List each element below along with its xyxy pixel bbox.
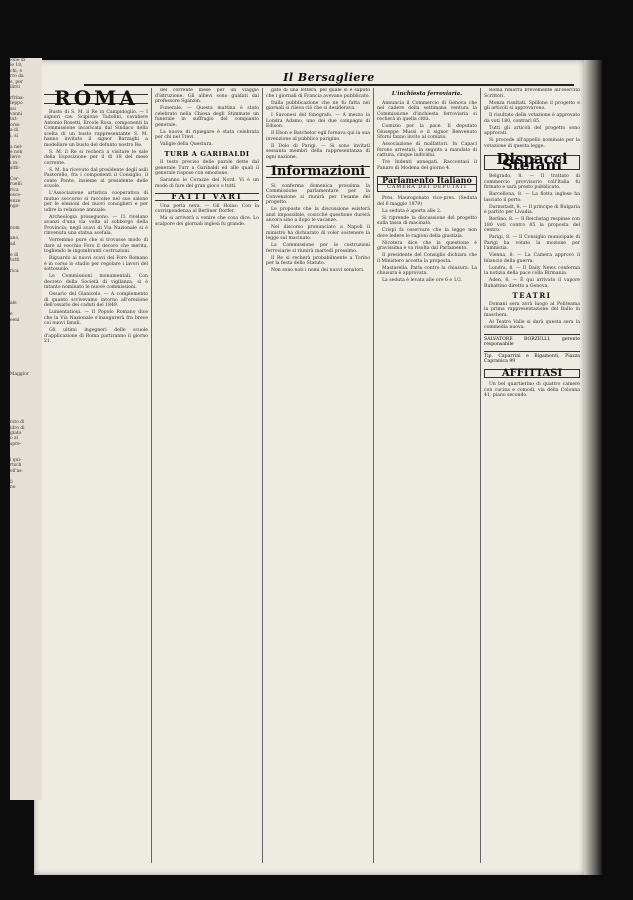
strip-fragment: e, per	[10, 79, 23, 85]
informazioni-heading: Informazioni	[266, 166, 370, 178]
strip-fragment: ell'as-	[10, 468, 23, 474]
page-edge-shadow	[584, 60, 602, 875]
strip-fragment: i, si	[10, 133, 18, 139]
article-paragraph: Annuncia il Commercio di Genova che nel cadere della settimana ventura la Commissione d'inchiesta ferroviaria si recherà in quella città.	[377, 100, 477, 122]
article-paragraph: del corrente mese per un viaggio d'istruzione. Gli allievi sono guidati dal professore Sganzin.	[155, 88, 259, 104]
article-paragraph: Associazione di malfattori. In Capaci furono arrestati, in seguito a mandato di cattura, cinque individui.	[377, 142, 477, 158]
strip-fragment: rtsch	[10, 463, 22, 469]
article-paragraph: Al Teatro Valle si darà questa sera la commedia nuova.	[484, 319, 580, 330]
article-paragraph: Si riprende la discussione del progetto sulla tassa di macinato.	[377, 215, 477, 226]
dispatch-paragraph: Belgrado, 8. — Il trattato di commercio provvisorio coll'Italia fu firmato e sarà presto pubblicato.	[484, 174, 580, 190]
strip-fragment: eeni	[10, 317, 20, 323]
strip-fragment: ruelli	[10, 182, 22, 188]
article-paragraph: La seduta è aperta alle 2.	[382, 208, 442, 214]
strip-fragment: orse	[10, 122, 20, 128]
article-paragraph: Il risultato della votazione è approvato da voti 180, contrari 85.	[484, 113, 580, 124]
article-paragraph: Roma rimarrà brevemente all'esercito Scrittori.	[484, 88, 580, 99]
article-paragraph: Valigie della Questura.	[160, 142, 213, 147]
strip-fragment: a nel-	[10, 144, 23, 150]
strip-fragment: ale	[10, 301, 17, 307]
strip-fragment: rsto di	[10, 420, 25, 426]
strip-fragment: spre-	[10, 441, 22, 447]
strip-fragment: rfrina-	[10, 95, 25, 101]
article-paragraph: Domani sera avrà luogo al Politeama la prima rappresentazione del Ballo in maschera.	[484, 301, 580, 318]
article-paragraph: S. M. il Re si recherà a visitare le sale della Esposizione per il dì 18 del mese corrente.	[44, 149, 148, 166]
strip-fragment: nom	[10, 225, 20, 231]
strip-fragment: ssi	[10, 106, 16, 112]
strip-fragment: il	[10, 479, 13, 485]
column-2	[155, 88, 259, 868]
article-paragraph: Gli ultimi ingegneri delle scuole d'applicazione di Roma partiranno il giorno 21.	[44, 328, 148, 344]
printer-line: Tip. Caparrini e Bigamonti, Piazza Capranica 99	[484, 351, 580, 365]
strip-fragment: tutti	[10, 258, 20, 264]
strip-fragment: teppo	[10, 101, 23, 107]
article-paragraph: Funerale. — Questa mattina è stato celebrato nella Chiesa degli Stimmate un funerale in suffragio del compianto generale.	[155, 106, 259, 128]
article-paragraph: Il testo preciso delle parole dette dal generale Turr a Garibaldi ed alle quali il generale rispose con emozione.	[155, 160, 259, 176]
article-paragraph: Busto di S. M. il Re in Campidoglio. — I signori cav. Scipione Tadolini, cavaliere Antonio Rosetti, Ercole Rosa, componenti la Commissione incaricata dal Sindaco della scelta di un busto rappresentante S. M. hanno invitato il signor Barzaghi a modellare un busto del defunto nostro Re.	[44, 109, 148, 148]
dispatch-paragraph: Aden, 8. — È qui arrivato il vapore Rubattino diretto a Genova.	[484, 278, 580, 289]
adjacent-page-strip	[10, 58, 42, 800]
strip-fragment: ngo-	[10, 203, 20, 209]
article-paragraph: Mastarella. Parla contro la chiusura. La chiusura è approvata.	[377, 265, 477, 276]
strip-fragment: ione di	[10, 58, 26, 63]
column-3	[266, 88, 370, 868]
column-1	[44, 88, 148, 868]
roma-heading: ROMA	[44, 94, 148, 104]
dispacci-stefani-heading: Dispacci Stefani	[484, 155, 580, 170]
strip-fragment: e di	[10, 252, 19, 258]
inchiesta-heading: L'inchiesta ferroviaria.	[391, 91, 463, 97]
article-paragraph: Monza risultati. Spillone il progetto e gli articoli si approvarono.	[484, 100, 580, 111]
strip-fragment: le 18,	[10, 63, 23, 69]
fatti-vari-heading: FATTI VARI	[155, 193, 259, 201]
column-rule	[151, 88, 152, 863]
strip-fragment: ano,	[10, 236, 20, 242]
article-paragraph: Il Dolo di Parigi. — Si sono invitati sessanta membri della rappresentanza di ogni nazione.	[266, 143, 370, 160]
dispatch-paragraph: Parigi, 8. — Il Consiglio municipale di Parigi ha votato la mozione per l'amnistia.	[484, 235, 580, 251]
strip-fragment: chi, e	[10, 68, 23, 74]
article-paragraph: Non sono noti i nomi dei nuovi senatori.	[271, 268, 365, 273]
strip-fragment: osce-	[10, 193, 22, 199]
article-paragraph: La seduta è levata alle ore 6 e 1/2.	[382, 278, 463, 283]
strip-fragment: e	[10, 312, 13, 318]
article-paragraph: Lumentatioui. — Il Popolo Romano dice che la Via Nazionale s'inaugurerà fra breve coi nuovi fanali.	[44, 310, 148, 326]
column-rule	[262, 88, 263, 863]
dispatch-paragraph: Londra, 8. — Il Daily News conferma la notizia della pace colla Birmania.	[484, 265, 580, 276]
parlamento-box	[377, 176, 477, 192]
article-paragraph: La Commissione per le costruzioni ferroviarie si riunirà martedì prossimo.	[266, 243, 370, 254]
camera-subheading: CAMERA DEI DEPUTATI	[378, 184, 476, 191]
ad-paragraph: Un bel quartierino di quattro camere con cucina e comodi, via della Colonna 41, piano secondo.	[484, 382, 580, 398]
strip-fragment: a di	[10, 128, 19, 134]
column-5	[484, 88, 580, 868]
dispatch-paragraph: Vienna, 8. — La Camera approvò il bilancio della guerra.	[484, 253, 580, 264]
dispatch-paragraph: Darmstadt, 8. — Il principe di Bulgaria è partito per Livadia.	[484, 204, 580, 215]
affittasi-heading: AFFITTASI	[484, 369, 580, 379]
strip-fragment: i in-	[10, 160, 19, 166]
article-paragraph: I Savonesi del fonografo. — A mezzo la Londra Adamo, uno dei due compagni di Edison.	[266, 113, 370, 129]
parlamento-heading: Parlamento Italiano	[382, 175, 472, 185]
article-paragraph: S. M. ha ricevuto dal presidente degli asili Pastorello, fra i componenti il Consiglio, il conte Ponte, insieme al presidente delle scuole.	[44, 167, 148, 189]
strip-fragment	[10, 496, 42, 501]
article-paragraph: Tre Indenti annegati. Raccontasi il Panaro di Modena del giorno 4.	[377, 160, 477, 171]
article-paragraph: Crispi fa osservare che la legge non deve ledere le ragioni della giustizia.	[377, 228, 477, 239]
article-paragraph: Vorremmo pure che si trovasse modo di dare al vecchio Foro il decoro che merita, togliendo le ingombranti costruzioni.	[44, 238, 148, 254]
teatri-heading: TEATRI	[512, 291, 552, 300]
strip-fragment: ad	[10, 241, 16, 247]
column-rule	[373, 88, 374, 863]
article-paragraph: Le Commissioni monumentali. Con decreto della Società di vigilanza, si è intanto nominato le nuove commissioni.	[44, 274, 148, 290]
article-paragraph: Ma si arriverà a venire che cosa dice. Lo scalpore dei giornali inglesi fu grande.	[155, 216, 259, 227]
article-paragraph: Riguardo ai nuovi scavi del Foro Romano è in corso lo studio per regolare i lavori del sottosuolo.	[44, 256, 148, 272]
strip-fragment: o al	[10, 436, 19, 442]
article-paragraph: Si conferma domenica prossima la Commissione parlamentare per la Convenzione si riunirà per l'esame del progetto.	[266, 183, 370, 205]
article-paragraph: Il Ebon e Batchelor egli fornava qui la sua invenzione al pubblico parigino.	[266, 131, 370, 142]
article-paragraph: Archeologia proseguono. — Ci rivelano avanzi d'una via volta al sobborgo della Provincia; negli scavi di Via Nazionale si è rinvenuta una statua acefala.	[44, 214, 148, 236]
strip-fragment: giato	[10, 431, 22, 437]
strip-fragment: lievo	[10, 155, 21, 161]
strip-fragment: idro di	[10, 425, 25, 431]
article-paragraph: L'Associazione artistica cooperativa di mutuo soccorso si raccolse nel suo salone per le elezioni dei nuovi consiglieri e per udire la relazione annuale.	[44, 191, 148, 213]
strip-fragment: rica	[10, 187, 19, 193]
article-paragraph: Pres. Maurogonato vice-pres. (Seduta del 6 maggio 1879)	[377, 196, 477, 207]
article-paragraph: Comizio per la pace. Il deputato Giuseppe Mussi e il signor Benvenuto Sforni fanno invito al comizio.	[377, 124, 477, 140]
gerente-signature: SALVATORE BORZELLI, gerente responsabile	[484, 334, 580, 348]
article-paragraph: Ossario del Gianicolo. — A complemento di quanto scrivevamo intorno all'erezione dell'ossario dei caduti del 1849.	[44, 292, 148, 308]
strip-fragment: rro da	[10, 74, 24, 80]
masthead-title: Il Bersagliere	[283, 71, 375, 84]
strip-fragment: Maggior	[10, 371, 29, 377]
article-paragraph: Il presidente del Consiglio dichiara che il Ministero accetta la proposta.	[377, 253, 477, 264]
article-paragraph: Nicotera dice che la questione è gravissima e va risolta dal Parlamento.	[377, 240, 477, 251]
strip-fragment: no	[10, 485, 16, 491]
article-paragraph: Tutti gli articoli del progetto sono approvati.	[484, 125, 580, 136]
article-paragraph: La nuova di ripiegare è stata celebrata per chi nel Trevi.	[155, 129, 259, 140]
turr-garibaldi-heading: TURB A GARIBALDI	[164, 149, 250, 158]
column-rule	[480, 88, 481, 863]
article-paragraph: Saranno le Corazze del Nord. Vi è un modo di fare del gran gioco o tutti.	[155, 178, 259, 189]
article-paragraph: Il Re si recherà probabilmente a Torino per la festa dello Statuto.	[266, 255, 370, 266]
strip-fragment: vanni	[10, 112, 23, 118]
article-paragraph: Le proposte che la discussione esisterà anzi impossibile, cosicché questione durerà ancora sino a dopo le vacanze.	[266, 207, 370, 223]
column-4	[377, 88, 477, 868]
article-paragraph: Dalla pubblicazione che ne fu fatta nei giornali si rileva ciò che si desiderava.	[266, 100, 370, 111]
dispatch-paragraph: Barcellona, 8. — La flotta inglese ha lasciato il porto.	[484, 192, 580, 203]
strip-fragment: tut-	[10, 117, 18, 123]
strip-fragment: i qui-	[10, 458, 22, 464]
masthead	[84, 66, 574, 86]
newspaper-page	[34, 60, 584, 875]
article-paragraph: gato di una lettera, pel quale si è saputo che i giornali di Francia avevano pubblicato.	[266, 88, 370, 99]
strip-fragment: e non	[10, 149, 23, 155]
strip-fragment: enze	[10, 198, 21, 204]
article-paragraph: Nel discorso pronunciato a Napoli il ministro ha dichiarato di voler sostenere la legge sul macinato.	[266, 225, 370, 241]
article-paragraph: Si procede all'appello nominale per la votazione di questa legge.	[484, 138, 580, 149]
strip-fragment: Cer-	[10, 176, 20, 182]
strip-fragment: ilirsi	[10, 85, 20, 91]
strip-fragment: rica	[10, 268, 19, 274]
strip-fragment: sitti-	[10, 166, 21, 172]
article-paragraph: Una perla nera. — Gil Holas: Con la corrispondenza al Berliner Dorfer.	[155, 203, 259, 214]
dispatch-paragraph: Berlino, 8. — Il Reichstag respinse con 180 voti contro 85 la proposta del centro.	[484, 217, 580, 233]
